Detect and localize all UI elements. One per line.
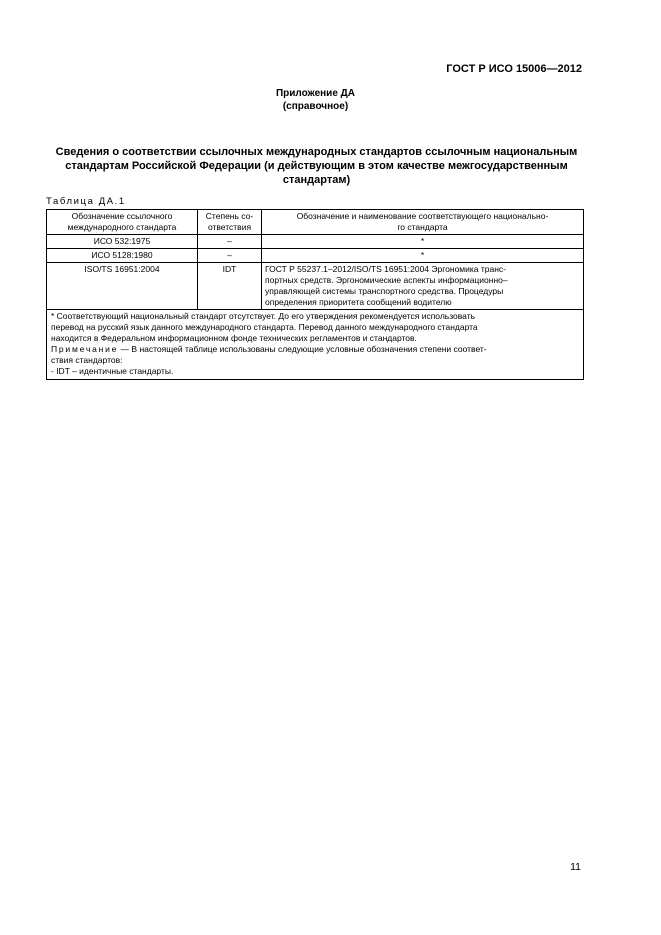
cell-national-line: управляющей системы транспортного средства. Процедуры (265, 286, 504, 296)
title-line: стандартам) (282, 174, 351, 186)
cell-ref: ISO/TS 16951:2004 (47, 263, 198, 310)
document-code-header: ГОСТ Р ИСО 15006—2012 (446, 63, 582, 75)
appendix-kind: (справочное) (282, 101, 349, 112)
title-line: стандартам Российской Федерации (и действующим в этом качестве межгосударственным (65, 160, 568, 172)
cell-degree: IDT (198, 263, 262, 310)
cell-national-line: определения приоритета сообщений водителю (265, 297, 452, 307)
note-line: ствия стандартов: (51, 355, 123, 365)
header-text: Обозначение и наименование соответствующего национально- (296, 211, 549, 221)
cell-national-line: ГОСТ Р 55237.1–2012/ISO/TS 16951:2004 Эргономика транс- (265, 264, 507, 274)
header-national-standard (262, 210, 584, 235)
note-label: Примечание (51, 344, 119, 354)
cell-ref: ИСО 532:1975 (47, 235, 198, 249)
title-line: Сведения о соответствии ссылочных международных стандартов ссылочным национальным (55, 146, 578, 158)
page-number: 11 (570, 861, 581, 873)
note-line (51, 344, 579, 355)
cell-national: * (262, 249, 584, 263)
header-text: Обозначение ссылочного (71, 211, 173, 221)
table-row (47, 249, 584, 263)
appendix-name: Приложение ДА (275, 88, 356, 99)
table-footnote (47, 310, 584, 380)
header-text: Степень со- (205, 211, 254, 221)
cell-degree: – (198, 235, 262, 249)
header-text: ответствия (207, 222, 252, 232)
footnote-line: * Соответствующий национальный стандарт отсутствует. До его утверждения рекомендуется использовать (51, 311, 476, 321)
table-footnote-row (47, 310, 584, 380)
table-row (47, 235, 584, 249)
table-row (47, 263, 584, 310)
cell-national (262, 263, 584, 310)
header-text: международного стандарта (67, 222, 177, 232)
cell-national-line: портных средств. Эргономические аспекты информационно– (265, 275, 508, 285)
correspondence-table (46, 209, 584, 380)
footnote-line: перевод на русский язык данного международного стандарта. Перевод данного международного стандарта (51, 322, 478, 332)
cell-degree: – (198, 249, 262, 263)
header-international-standard (47, 210, 198, 235)
header-degree (198, 210, 262, 235)
section-title (46, 145, 587, 187)
cell-ref: ИСО 5128:1980 (47, 249, 198, 263)
note-line: - IDT – идентичные стандарты. (51, 366, 174, 376)
table-label: Таблица ДА.1 (46, 196, 126, 207)
note-text: — В настоящей таблице использованы следующие условные обозначения степени соответ- (118, 344, 487, 354)
table-header-row (47, 210, 584, 235)
cell-national: * (262, 235, 584, 249)
header-text: го стандарта (397, 222, 448, 232)
footnote-line: находится в Федеральном информационном фонде технических регламентов и стандартов. (51, 333, 417, 343)
appendix-heading (0, 87, 631, 113)
